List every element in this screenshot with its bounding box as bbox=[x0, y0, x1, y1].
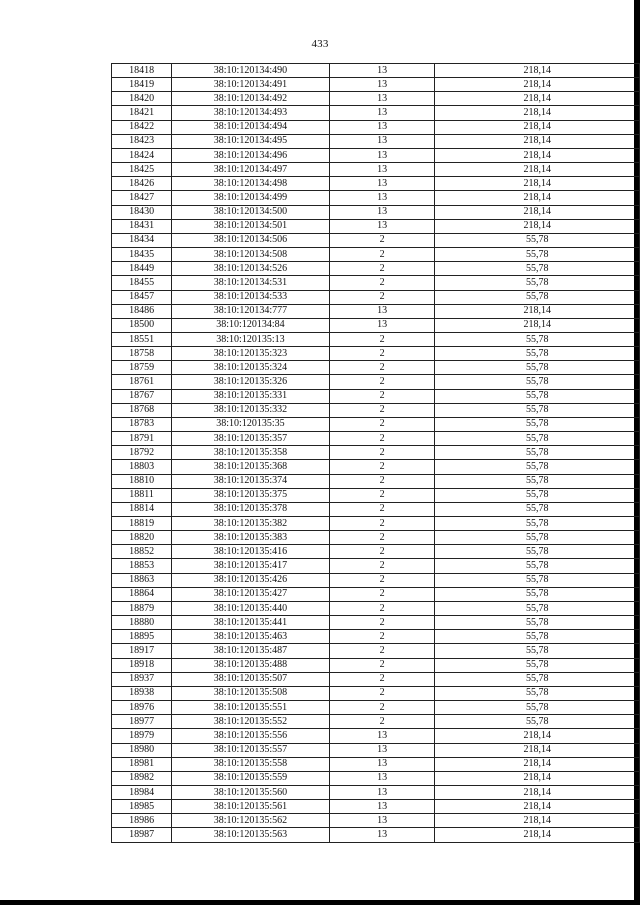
share-count-cell: 13 bbox=[329, 106, 435, 120]
share-count-cell: 2 bbox=[329, 417, 435, 431]
row-number-cell: 18419 bbox=[112, 78, 172, 92]
area-value-cell: 55,78 bbox=[435, 658, 640, 672]
row-number-cell: 18987 bbox=[112, 828, 172, 842]
cadastral-number-cell: 38:10:120134:526 bbox=[172, 262, 329, 276]
cadastral-number-cell: 38:10:120135:378 bbox=[172, 502, 329, 516]
table-row bbox=[112, 559, 640, 573]
share-count-cell: 2 bbox=[329, 715, 435, 729]
share-count-cell: 13 bbox=[329, 814, 435, 828]
table-row bbox=[112, 64, 640, 78]
area-value-cell: 55,78 bbox=[435, 233, 640, 247]
share-count-cell: 13 bbox=[329, 785, 435, 799]
area-value-cell: 55,78 bbox=[435, 545, 640, 559]
area-value-cell: 55,78 bbox=[435, 587, 640, 601]
table-row bbox=[112, 148, 640, 162]
row-number-cell: 18982 bbox=[112, 771, 172, 785]
area-value-cell: 218,14 bbox=[435, 205, 640, 219]
table-row bbox=[112, 304, 640, 318]
area-value-cell: 218,14 bbox=[435, 177, 640, 191]
table-row bbox=[112, 248, 640, 262]
cadastral-number-cell: 38:10:120135:556 bbox=[172, 729, 329, 743]
cadastral-number-cell: 38:10:120134:495 bbox=[172, 134, 329, 148]
share-count-cell: 13 bbox=[329, 177, 435, 191]
table-row bbox=[112, 488, 640, 502]
cadastral-number-cell: 38:10:120134:491 bbox=[172, 78, 329, 92]
cadastral-number-cell: 38:10:120134:531 bbox=[172, 276, 329, 290]
cadastral-number-cell: 38:10:120135:560 bbox=[172, 785, 329, 799]
share-count-cell: 2 bbox=[329, 474, 435, 488]
row-number-cell: 18852 bbox=[112, 545, 172, 559]
table-row bbox=[112, 715, 640, 729]
share-count-cell: 2 bbox=[329, 347, 435, 361]
table-row bbox=[112, 630, 640, 644]
row-number-cell: 18423 bbox=[112, 134, 172, 148]
share-count-cell: 2 bbox=[329, 502, 435, 516]
area-value-cell: 218,14 bbox=[435, 771, 640, 785]
row-number-cell: 18759 bbox=[112, 361, 172, 375]
cadastral-number-cell: 38:10:120135:558 bbox=[172, 757, 329, 771]
row-number-cell: 18758 bbox=[112, 347, 172, 361]
table-row bbox=[112, 361, 640, 375]
area-value-cell: 55,78 bbox=[435, 701, 640, 715]
share-count-cell: 2 bbox=[329, 432, 435, 446]
cadastral-number-cell: 38:10:120135:563 bbox=[172, 828, 329, 842]
table-row bbox=[112, 262, 640, 276]
area-value-cell: 55,78 bbox=[435, 616, 640, 630]
share-count-cell: 2 bbox=[329, 446, 435, 460]
area-value-cell: 55,78 bbox=[435, 446, 640, 460]
table-row bbox=[112, 644, 640, 658]
table-row bbox=[112, 134, 640, 148]
row-number-cell: 18457 bbox=[112, 290, 172, 304]
table-row bbox=[112, 446, 640, 460]
area-value-cell: 218,14 bbox=[435, 800, 640, 814]
table-row bbox=[112, 233, 640, 247]
table-row bbox=[112, 120, 640, 134]
cadastral-number-cell: 38:10:120134:777 bbox=[172, 304, 329, 318]
share-count-cell: 2 bbox=[329, 248, 435, 262]
share-count-cell: 13 bbox=[329, 163, 435, 177]
row-number-cell: 18430 bbox=[112, 205, 172, 219]
share-count-cell: 13 bbox=[329, 120, 435, 134]
cadastral-number-cell: 38:10:120135:426 bbox=[172, 573, 329, 587]
cadastral-number-cell: 38:10:120135:368 bbox=[172, 460, 329, 474]
area-value-cell: 218,14 bbox=[435, 318, 640, 332]
share-count-cell: 2 bbox=[329, 644, 435, 658]
row-number-cell: 18985 bbox=[112, 800, 172, 814]
share-count-cell: 2 bbox=[329, 332, 435, 346]
cadastral-number-cell: 38:10:120134:499 bbox=[172, 191, 329, 205]
share-count-cell: 2 bbox=[329, 262, 435, 276]
table-row bbox=[112, 531, 640, 545]
table-row bbox=[112, 616, 640, 630]
table-row bbox=[112, 686, 640, 700]
share-count-cell: 13 bbox=[329, 757, 435, 771]
area-value-cell: 218,14 bbox=[435, 134, 640, 148]
table-row bbox=[112, 219, 640, 233]
registry-table bbox=[111, 63, 640, 843]
row-number-cell: 18500 bbox=[112, 318, 172, 332]
row-number-cell: 18879 bbox=[112, 601, 172, 615]
share-count-cell: 13 bbox=[329, 134, 435, 148]
share-count-cell: 2 bbox=[329, 545, 435, 559]
share-count-cell: 2 bbox=[329, 460, 435, 474]
table-row bbox=[112, 417, 640, 431]
share-count-cell: 13 bbox=[329, 729, 435, 743]
table-row bbox=[112, 205, 640, 219]
area-value-cell: 218,14 bbox=[435, 148, 640, 162]
row-number-cell: 18977 bbox=[112, 715, 172, 729]
row-number-cell: 18792 bbox=[112, 446, 172, 460]
row-number-cell: 18979 bbox=[112, 729, 172, 743]
cadastral-number-cell: 38:10:120135:357 bbox=[172, 432, 329, 446]
area-value-cell: 218,14 bbox=[435, 757, 640, 771]
table-row bbox=[112, 701, 640, 715]
cadastral-number-cell: 38:10:120135:561 bbox=[172, 800, 329, 814]
row-number-cell: 18811 bbox=[112, 488, 172, 502]
row-number-cell: 18761 bbox=[112, 375, 172, 389]
row-number-cell: 18820 bbox=[112, 531, 172, 545]
row-number-cell: 18810 bbox=[112, 474, 172, 488]
row-number-cell: 18420 bbox=[112, 92, 172, 106]
area-value-cell: 55,78 bbox=[435, 517, 640, 531]
row-number-cell: 18431 bbox=[112, 219, 172, 233]
cadastral-number-cell: 38:10:120135:374 bbox=[172, 474, 329, 488]
table-row bbox=[112, 672, 640, 686]
table-row bbox=[112, 814, 640, 828]
area-value-cell: 55,78 bbox=[435, 460, 640, 474]
row-number-cell: 18984 bbox=[112, 785, 172, 799]
row-number-cell: 18937 bbox=[112, 672, 172, 686]
area-value-cell: 218,14 bbox=[435, 163, 640, 177]
row-number-cell: 18426 bbox=[112, 177, 172, 191]
table-row bbox=[112, 318, 640, 332]
table-row bbox=[112, 743, 640, 757]
area-value-cell: 55,78 bbox=[435, 559, 640, 573]
cadastral-number-cell: 38:10:120135:383 bbox=[172, 531, 329, 545]
table-row bbox=[112, 332, 640, 346]
area-value-cell: 55,78 bbox=[435, 715, 640, 729]
cadastral-number-cell: 38:10:120135:35 bbox=[172, 417, 329, 431]
share-count-cell: 2 bbox=[329, 587, 435, 601]
area-value-cell: 55,78 bbox=[435, 332, 640, 346]
area-value-cell: 218,14 bbox=[435, 304, 640, 318]
area-value-cell: 55,78 bbox=[435, 488, 640, 502]
row-number-cell: 18434 bbox=[112, 233, 172, 247]
cadastral-number-cell: 38:10:120134:492 bbox=[172, 92, 329, 106]
cadastral-number-cell: 38:10:120135:416 bbox=[172, 545, 329, 559]
row-number-cell: 18425 bbox=[112, 163, 172, 177]
table-row bbox=[112, 375, 640, 389]
table-row bbox=[112, 191, 640, 205]
share-count-cell: 2 bbox=[329, 290, 435, 304]
table-row bbox=[112, 389, 640, 403]
cadastral-number-cell: 38:10:120134:497 bbox=[172, 163, 329, 177]
cadastral-number-cell: 38:10:120135:557 bbox=[172, 743, 329, 757]
row-number-cell: 18421 bbox=[112, 106, 172, 120]
share-count-cell: 13 bbox=[329, 205, 435, 219]
share-count-cell: 2 bbox=[329, 531, 435, 545]
row-number-cell: 18435 bbox=[112, 248, 172, 262]
row-number-cell: 18455 bbox=[112, 276, 172, 290]
share-count-cell: 13 bbox=[329, 318, 435, 332]
row-number-cell: 18819 bbox=[112, 517, 172, 531]
area-value-cell: 55,78 bbox=[435, 601, 640, 615]
cadastral-number-cell: 38:10:120135:508 bbox=[172, 686, 329, 700]
cadastral-number-cell: 38:10:120135:417 bbox=[172, 559, 329, 573]
cadastral-number-cell: 38:10:120134:494 bbox=[172, 120, 329, 134]
row-number-cell: 18791 bbox=[112, 432, 172, 446]
area-value-cell: 55,78 bbox=[435, 630, 640, 644]
area-value-cell: 55,78 bbox=[435, 531, 640, 545]
share-count-cell: 13 bbox=[329, 148, 435, 162]
area-value-cell: 55,78 bbox=[435, 347, 640, 361]
table-row bbox=[112, 828, 640, 842]
cadastral-number-cell: 38:10:120135:463 bbox=[172, 630, 329, 644]
share-count-cell: 2 bbox=[329, 672, 435, 686]
area-value-cell: 218,14 bbox=[435, 219, 640, 233]
table-row bbox=[112, 771, 640, 785]
cadastral-number-cell: 38:10:120134:501 bbox=[172, 219, 329, 233]
area-value-cell: 218,14 bbox=[435, 106, 640, 120]
area-value-cell: 218,14 bbox=[435, 191, 640, 205]
share-count-cell: 2 bbox=[329, 701, 435, 715]
share-count-cell: 2 bbox=[329, 601, 435, 615]
row-number-cell: 18981 bbox=[112, 757, 172, 771]
table-row bbox=[112, 800, 640, 814]
table-row bbox=[112, 587, 640, 601]
row-number-cell: 18422 bbox=[112, 120, 172, 134]
area-value-cell: 218,14 bbox=[435, 814, 640, 828]
share-count-cell: 2 bbox=[329, 276, 435, 290]
cadastral-number-cell: 38:10:120135:551 bbox=[172, 701, 329, 715]
area-value-cell: 55,78 bbox=[435, 262, 640, 276]
row-number-cell: 18803 bbox=[112, 460, 172, 474]
row-number-cell: 18768 bbox=[112, 403, 172, 417]
area-value-cell: 55,78 bbox=[435, 432, 640, 446]
share-count-cell: 13 bbox=[329, 800, 435, 814]
cadastral-number-cell: 38:10:120134:508 bbox=[172, 248, 329, 262]
row-number-cell: 18918 bbox=[112, 658, 172, 672]
row-number-cell: 18486 bbox=[112, 304, 172, 318]
table-row bbox=[112, 432, 640, 446]
cadastral-number-cell: 38:10:120135:358 bbox=[172, 446, 329, 460]
table-row bbox=[112, 601, 640, 615]
cadastral-number-cell: 38:10:120135:440 bbox=[172, 601, 329, 615]
row-number-cell: 18449 bbox=[112, 262, 172, 276]
area-value-cell: 218,14 bbox=[435, 743, 640, 757]
cadastral-number-cell: 38:10:120135:332 bbox=[172, 403, 329, 417]
cadastral-number-cell: 38:10:120135:488 bbox=[172, 658, 329, 672]
cadastral-number-cell: 38:10:120134:493 bbox=[172, 106, 329, 120]
share-count-cell: 13 bbox=[329, 743, 435, 757]
area-value-cell: 218,14 bbox=[435, 785, 640, 799]
table-row bbox=[112, 460, 640, 474]
cadastral-number-cell: 38:10:120135:323 bbox=[172, 347, 329, 361]
cadastral-number-cell: 38:10:120135:13 bbox=[172, 332, 329, 346]
row-number-cell: 18427 bbox=[112, 191, 172, 205]
cadastral-number-cell: 38:10:120134:490 bbox=[172, 64, 329, 78]
share-count-cell: 2 bbox=[329, 573, 435, 587]
area-value-cell: 218,14 bbox=[435, 729, 640, 743]
area-value-cell: 55,78 bbox=[435, 474, 640, 488]
row-number-cell: 18895 bbox=[112, 630, 172, 644]
share-count-cell: 2 bbox=[329, 630, 435, 644]
share-count-cell: 2 bbox=[329, 488, 435, 502]
row-number-cell: 18767 bbox=[112, 389, 172, 403]
share-count-cell: 13 bbox=[329, 828, 435, 842]
row-number-cell: 18980 bbox=[112, 743, 172, 757]
table-row bbox=[112, 177, 640, 191]
cadastral-number-cell: 38:10:120135:375 bbox=[172, 488, 329, 502]
cadastral-number-cell: 38:10:120135:324 bbox=[172, 361, 329, 375]
area-value-cell: 55,78 bbox=[435, 403, 640, 417]
cadastral-number-cell: 38:10:120134:533 bbox=[172, 290, 329, 304]
share-count-cell: 2 bbox=[329, 233, 435, 247]
cadastral-number-cell: 38:10:120135:559 bbox=[172, 771, 329, 785]
share-count-cell: 2 bbox=[329, 658, 435, 672]
area-value-cell: 218,14 bbox=[435, 64, 640, 78]
share-count-cell: 13 bbox=[329, 191, 435, 205]
cadastral-number-cell: 38:10:120135:331 bbox=[172, 389, 329, 403]
table-row bbox=[112, 163, 640, 177]
share-count-cell: 2 bbox=[329, 616, 435, 630]
table-row bbox=[112, 78, 640, 92]
table-row bbox=[112, 474, 640, 488]
share-count-cell: 13 bbox=[329, 92, 435, 106]
registry-table-body bbox=[112, 64, 640, 843]
table-row bbox=[112, 729, 640, 743]
cadastral-number-cell: 38:10:120135:326 bbox=[172, 375, 329, 389]
cadastral-number-cell: 38:10:120134:506 bbox=[172, 233, 329, 247]
cadastral-number-cell: 38:10:120135:441 bbox=[172, 616, 329, 630]
row-number-cell: 18863 bbox=[112, 573, 172, 587]
row-number-cell: 18880 bbox=[112, 616, 172, 630]
cadastral-number-cell: 38:10:120135:427 bbox=[172, 587, 329, 601]
row-number-cell: 18938 bbox=[112, 686, 172, 700]
share-count-cell: 2 bbox=[329, 361, 435, 375]
share-count-cell: 2 bbox=[329, 389, 435, 403]
share-count-cell: 13 bbox=[329, 771, 435, 785]
area-value-cell: 218,14 bbox=[435, 92, 640, 106]
area-value-cell: 55,78 bbox=[435, 248, 640, 262]
row-number-cell: 18976 bbox=[112, 701, 172, 715]
share-count-cell: 2 bbox=[329, 559, 435, 573]
scan-edge-bottom bbox=[0, 900, 640, 905]
row-number-cell: 18424 bbox=[112, 148, 172, 162]
cadastral-number-cell: 38:10:120134:84 bbox=[172, 318, 329, 332]
cadastral-number-cell: 38:10:120134:496 bbox=[172, 148, 329, 162]
area-value-cell: 55,78 bbox=[435, 290, 640, 304]
area-value-cell: 55,78 bbox=[435, 686, 640, 700]
row-number-cell: 18418 bbox=[112, 64, 172, 78]
share-count-cell: 2 bbox=[329, 686, 435, 700]
cadastral-number-cell: 38:10:120135:562 bbox=[172, 814, 329, 828]
table-row bbox=[112, 403, 640, 417]
row-number-cell: 18986 bbox=[112, 814, 172, 828]
table-row bbox=[112, 545, 640, 559]
area-value-cell: 55,78 bbox=[435, 573, 640, 587]
table-row bbox=[112, 785, 640, 799]
table-row bbox=[112, 92, 640, 106]
area-value-cell: 55,78 bbox=[435, 276, 640, 290]
share-count-cell: 2 bbox=[329, 375, 435, 389]
table-row bbox=[112, 757, 640, 771]
area-value-cell: 218,14 bbox=[435, 78, 640, 92]
row-number-cell: 18853 bbox=[112, 559, 172, 573]
cadastral-number-cell: 38:10:120134:498 bbox=[172, 177, 329, 191]
cadastral-number-cell: 38:10:120135:507 bbox=[172, 672, 329, 686]
row-number-cell: 18814 bbox=[112, 502, 172, 516]
area-value-cell: 218,14 bbox=[435, 120, 640, 134]
share-count-cell: 2 bbox=[329, 403, 435, 417]
share-count-cell: 13 bbox=[329, 219, 435, 233]
table-row bbox=[112, 658, 640, 672]
table-row bbox=[112, 106, 640, 120]
table-row bbox=[112, 290, 640, 304]
share-count-cell: 13 bbox=[329, 78, 435, 92]
area-value-cell: 55,78 bbox=[435, 361, 640, 375]
share-count-cell: 2 bbox=[329, 517, 435, 531]
area-value-cell: 55,78 bbox=[435, 644, 640, 658]
table-row bbox=[112, 573, 640, 587]
area-value-cell: 55,78 bbox=[435, 672, 640, 686]
cadastral-number-cell: 38:10:120135:382 bbox=[172, 517, 329, 531]
cadastral-number-cell: 38:10:120135:552 bbox=[172, 715, 329, 729]
share-count-cell: 13 bbox=[329, 304, 435, 318]
area-value-cell: 218,14 bbox=[435, 828, 640, 842]
table-row bbox=[112, 276, 640, 290]
row-number-cell: 18783 bbox=[112, 417, 172, 431]
area-value-cell: 55,78 bbox=[435, 375, 640, 389]
cadastral-number-cell: 38:10:120135:487 bbox=[172, 644, 329, 658]
table-row bbox=[112, 347, 640, 361]
share-count-cell: 13 bbox=[329, 64, 435, 78]
area-value-cell: 55,78 bbox=[435, 502, 640, 516]
area-value-cell: 55,78 bbox=[435, 389, 640, 403]
page-number: 433 bbox=[311, 38, 329, 50]
cadastral-number-cell: 38:10:120134:500 bbox=[172, 205, 329, 219]
area-value-cell: 55,78 bbox=[435, 417, 640, 431]
table-row bbox=[112, 502, 640, 516]
row-number-cell: 18551 bbox=[112, 332, 172, 346]
row-number-cell: 18864 bbox=[112, 587, 172, 601]
row-number-cell: 18917 bbox=[112, 644, 172, 658]
table-row bbox=[112, 517, 640, 531]
